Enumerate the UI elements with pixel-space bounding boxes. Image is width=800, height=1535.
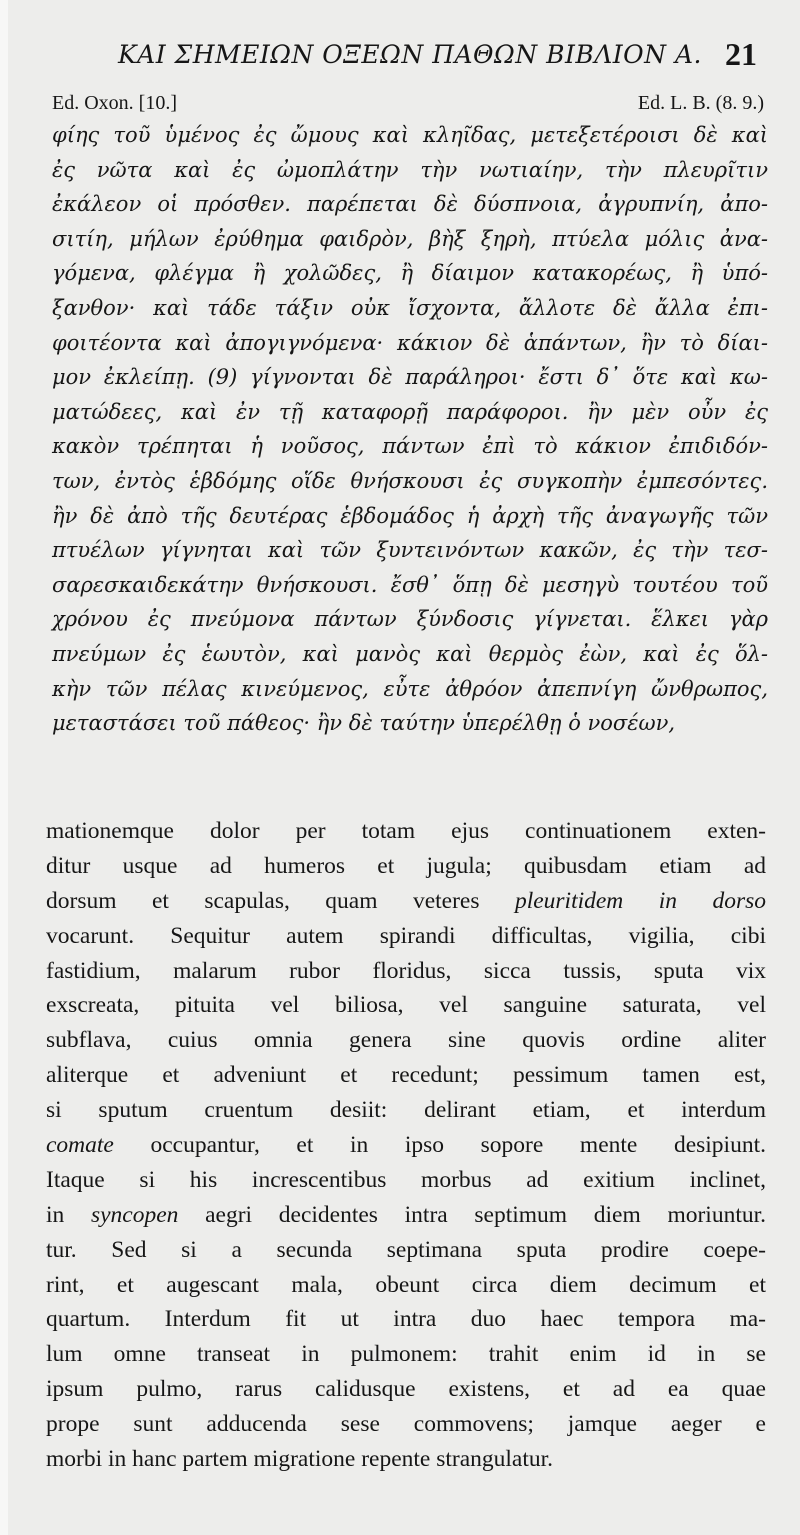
greek-line: των, ἐντὸς ἑβδόμης οἵδε θνήσκουσι ἐς συγκοπὴν ἐμπεσόντες. xyxy=(52,468,768,493)
page-edge xyxy=(0,0,8,1535)
latin-line xyxy=(46,1372,766,1407)
latin-line xyxy=(46,919,766,954)
greek-line: φίης τοῦ ὑμένος ἐς ὤμους καὶ κληῖδας, μετεξετέροισι δὲ καὶ xyxy=(52,123,768,147)
latin-line xyxy=(46,814,766,849)
latin-segment: ipsum pulmo, rarus calidusque existens, et ad ea quae xyxy=(46,1376,766,1403)
latin-segment: occupantur, et in ipso sopore mente desipiunt. xyxy=(113,1132,766,1159)
latin-line xyxy=(46,1268,766,1303)
latin-line xyxy=(46,1337,766,1372)
latin-line xyxy=(46,1128,766,1163)
latin-segment: quartum. Interdum fit ut intra duo haec tempora ma- xyxy=(46,1306,766,1333)
latin-segment: aliterque et adveniunt et recedunt; pessimum tamen est, xyxy=(46,1062,766,1089)
latin-segment: si sputum cruentum desiit: delirant etiam, et interdum xyxy=(46,1097,766,1124)
latin-line xyxy=(46,1093,766,1128)
greek-line: κακὸν τρέπηται ἡ νοῦσος, πάντων ἐπὶ τὸ κάκιον ἐπιδιδόν- xyxy=(52,434,768,459)
greek-line: ἐς νῶτα καὶ ἐς ὠμοπλάτην τὴν νωτιαίην, τὴν πλευρῖτιν xyxy=(52,157,768,182)
greek-line: σιτίη, μήλων ἐρύθημα φαιδρὸν, βὴξ ξηρὴ, πτύελα μόλις ἀνα- xyxy=(52,226,768,251)
greek-line: χρόνου ἐς πνεύμονα πάντων ξύνδοσις γίγνεται. ἕλκει γὰρ xyxy=(52,607,768,632)
latin-segment: in xyxy=(46,1201,91,1228)
edition-reference-leiden: Ed. L. B. (8. 9.) xyxy=(637,92,764,114)
latin-segment: aegri decidentes intra septimum diem moriuntur. xyxy=(178,1201,767,1228)
running-title: ΚΑΙ ΣΗΜΕΙΩΝ ΟΞΕΩΝ ΠΑΘΩΝ ΒΙΒΛΙΟΝ Α. xyxy=(118,40,702,69)
latin-segment: tur. Sed si a secunda septimana sputa prodire coepe- xyxy=(46,1236,766,1263)
running-head xyxy=(0,36,800,76)
latin-italic-term: syncopen xyxy=(90,1201,179,1228)
latin-segment: vocarunt. Sequitur autem spirandi difficultas, vigilia, cibi xyxy=(46,922,766,949)
greek-line: πτυέλων γίγνηται καὶ τῶν ξυντεινόντων κακῶν, ἐς τὴν τεσ- xyxy=(52,538,768,563)
latin-line xyxy=(46,1442,766,1477)
greek-line: πνεύμων ἐς ἑωυτὸν, καὶ μανὸς καὶ θερμὸς ἐὼν, καὶ ἐς ὅλ- xyxy=(52,641,768,666)
latin-segment: Itaque si his increscentibus morbus ad exitium inclinet, xyxy=(46,1166,766,1193)
greek-line: ξανθον· καὶ τάδε τάξιν οὐκ ἴσχοντα, ἄλλοτε δὲ ἄλλα ἐπι- xyxy=(52,295,768,320)
latin-segment: exscreata, pituita vel biliosa, vel sanguine saturata, vel xyxy=(46,992,766,1019)
latin-line xyxy=(46,1163,766,1198)
latin-italic-term: comate xyxy=(46,1132,114,1159)
latin-line xyxy=(46,1302,766,1337)
latin-segment: morbi in hanc partem migratione repente strangulatur. xyxy=(46,1446,554,1473)
latin-segment: dorsum et scapulas, quam veteres xyxy=(46,887,515,914)
latin-segment: subflava, cuius omnia genera sine quovis ordine aliter xyxy=(46,1027,766,1054)
greek-line: κὴν τῶν πέλας κινεύμενος, εὖτε ἀθρόον ἀπεπνίγη ὤνθρωπος, xyxy=(52,676,768,701)
latin-italic-term: pleuritidem in dorso xyxy=(514,887,766,914)
latin-line xyxy=(46,1407,766,1442)
greek-line: γόμενα, φλέγμα ἢ χολῶδες, ἢ δίαιμον κατακορέως, ἢ ὑπό- xyxy=(52,261,768,286)
latin-segment: fastidium, malarum rubor floridus, sicca tussis, sputa vix xyxy=(46,957,766,984)
latin-segment: rint, et augescant mala, obeunt circa diem decimum et xyxy=(46,1271,766,1298)
latin-line xyxy=(46,954,766,989)
edition-reference-oxford: Ed. Oxon. [10.] xyxy=(52,92,177,114)
edition-references xyxy=(52,88,764,118)
greek-line: ἢν δὲ ἀπὸ τῆς δευτέρας ἑβδομάδος ἡ ἀρχὴ τῆς ἀναγωγῆς τῶν xyxy=(52,503,768,528)
latin-segment: prope sunt adducenda sese commovens; jamque aeger e xyxy=(46,1411,766,1438)
page-number: 21 xyxy=(725,36,757,72)
latin-line xyxy=(46,988,766,1023)
latin-line xyxy=(46,1233,766,1268)
latin-line xyxy=(46,1023,766,1058)
greek-line: σαρεσκαιδεκάτην θνήσκουσι. ἔσθ᾽ ὅπῃ δὲ μεσηγὺ τουτέου τοῦ xyxy=(52,572,768,597)
latin-translation-block xyxy=(46,814,766,1477)
latin-line xyxy=(46,1058,766,1093)
greek-line: ἐκάλεον οἱ πρόσθεν. παρέπεται δὲ δύσπνοια, ἀγρυπνίη, ἀπο- xyxy=(52,192,768,217)
latin-line xyxy=(46,1198,766,1233)
greek-line: φοιτέοντα καὶ ἀπογιγνόμενα· κάκιον δὲ ἁπάντων, ἢν τὸ δίαι- xyxy=(52,330,768,355)
latin-segment: mationemque dolor per totam ejus continuationem exten- xyxy=(46,818,766,844)
greek-text-block xyxy=(52,118,768,741)
latin-line xyxy=(46,849,766,884)
greek-line: ματώδεες, καὶ ἐν τῇ καταφορῇ παράφοροι. ἢν μὲν οὖν ἐς xyxy=(52,399,768,424)
greek-line: μεταστάσει τοῦ πάθεος· ἢν δὲ ταύτην ὑπερέλθῃ ὁ νοσέων, xyxy=(52,711,676,736)
greek-line: μον ἐκλείπῃ. (9) γίγνονται δὲ παράληροι· ἔστι δ᾽ ὅτε καὶ κω- xyxy=(52,365,768,390)
latin-line xyxy=(46,884,766,919)
latin-segment: ditur usque ad humeros et jugula; quibusdam etiam ad xyxy=(46,852,766,879)
latin-segment: lum omne transeat in pulmonem: trahit enim id in se xyxy=(46,1341,766,1368)
